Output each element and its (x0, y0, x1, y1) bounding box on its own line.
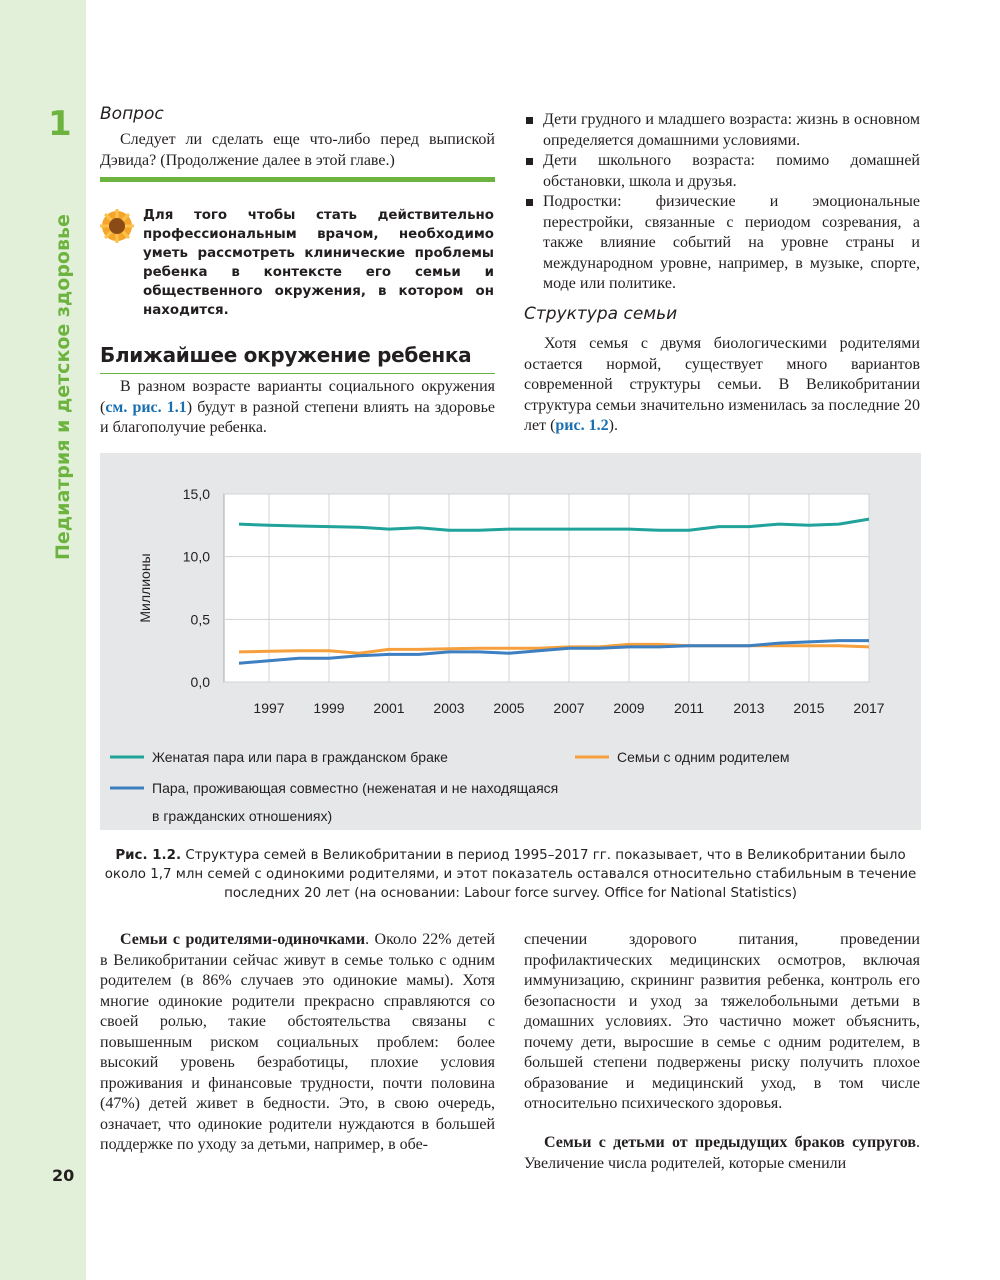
x-tick-label: 2011 (673, 700, 705, 716)
legend-married: Женатая пара или пара в гражданском браке (152, 749, 448, 765)
x-tick-label: 2003 (433, 700, 465, 716)
y-tick-label: 0,5 (190, 611, 210, 628)
legend-single-parent: Семьи с одним родителем (617, 749, 790, 765)
x-tick-label: 2007 (553, 700, 585, 716)
x-tick-label: 1999 (313, 700, 345, 716)
single-parents-paragraph (100, 930, 495, 1156)
figure-caption (100, 846, 921, 903)
chapter-sidebar (0, 0, 86, 1280)
list-item: Дети школьного возраста: помимо домашней обстановки, школа и друзья. (524, 151, 920, 192)
section-paragraph (100, 377, 495, 439)
question-heading: Вопрос (100, 104, 164, 124)
figure-link-1-2[interactable]: рис. 1.2 (555, 417, 609, 434)
y-axis-label: Миллионы (137, 553, 153, 623)
x-tick-label: 2001 (373, 700, 405, 716)
x-tick-label: 2013 (733, 700, 765, 716)
chapter-title: Педиатрия и детское здоровье (52, 214, 74, 560)
question-text: Следует ли сделать еще что-либо перед выпиской Дэвида? (Продолжение далее в этой главе.) (100, 131, 495, 169)
figure-link-1-1[interactable]: см. рис. 1.1 (105, 398, 187, 416)
list-item: Подростки: физические и эмоциональные перестройки, связанные с периодом созревания, а также влияние событий на уровне страны и международном уровне, например, в музыке, спорте, моде или политике. (524, 192, 920, 295)
heading-underline (100, 373, 495, 374)
remarriage-heading: Семьи с детьми от предыдущих браков супругов (544, 1134, 916, 1151)
family-structure-chart (100, 453, 921, 830)
family-text-a: Хотя семья с двумя биологическими родителями остается нормой, существует много вариантов современной структуры семьи. В Великобритании структура семьи значительно изменилась за последние 20 лет ( (524, 335, 920, 434)
tip-text: Для того чтобы стать действительно профессиональным врачом, необходимо уметь рассмотреть клинические проблемы ребенка в контексте его семьи и общественного окружения, в котором он находится. (143, 208, 494, 318)
page-number: 20 (52, 1166, 75, 1185)
section-text-a: В разном возрасте варианты социального окружения ( (100, 378, 495, 416)
y-tick-label: 15,0 (182, 486, 210, 502)
plot-area (224, 494, 869, 682)
x-tick-label: 2009 (613, 700, 645, 716)
x-tick-label: 2005 (493, 700, 525, 716)
y-tick-label: 0,0 (190, 674, 210, 690)
family-structure-heading: Структура семьи (524, 304, 678, 324)
remarriage-paragraph (524, 1133, 920, 1174)
section-text-b: ) будут в разной степени влиять на здоровье и благополучие ребенка. (100, 398, 495, 436)
sun-icon (100, 209, 134, 243)
chapter-number: 1 (48, 104, 72, 144)
x-tick-label: 2015 (793, 700, 825, 716)
legend-cohabiting-cont: в гражданских отношениях) (152, 808, 333, 824)
family-text-b: ). (608, 417, 618, 434)
single-parents-text: . Около 22% детей в Великобритании сейчас живут в семье только с одним родителем (в 86% случаев это одинокие мамы). Хотя многие одинокие родители прекрасно справляются со своей ролью, такие обстоятельства связаны с повышенным риском социальных проблем: более высокий уровень безработицы, плохие условия проживания и финансовые трудности, почти половина (47%) детей живет в бедности. Это, в свою очередь, означает, что одинокие родители нуждаются в большей поддержке по уходу за детьми, например, в обе- (100, 931, 496, 1153)
x-tick-label: 1997 (253, 700, 285, 716)
caption-lead: Рис. 1.2. (115, 848, 182, 863)
caption-text: Структура семей в Великобритании в период 1995–2017 гг. показывает, что в Великобритании было около 1,7 млн семей с одинокими родителями, и этот показатель оставался относительно стабильным в течение последних 20 лет (на основании: Labour force survey. Office for National Statistics) (104, 848, 917, 901)
x-tick-label: 2017 (853, 700, 885, 716)
right-bottom-paragraph: спечении здорового питания, проведении профилактических медицинских осмотров, включая иммунизацию, скрининг развития ребенка, контроль его безопасности и уход за тяжелобольными детьми в домашних условиях. Это частично может объяснить, почему дети, выросшие в семье с одним родителем, в большей степени подвержены риску получить плохое образование и медицинский уход, в том числе относительно психического здоровья. (524, 931, 920, 1112)
green-divider (100, 177, 495, 182)
single-parents-heading: Семьи с родителями-одиночками (120, 931, 366, 948)
age-bullet-list (524, 110, 920, 295)
y-tick-label: 10,0 (182, 548, 210, 565)
list-item: Дети грудного и младшего возраста: жизнь в основном определяется домашними условиями. (524, 110, 920, 151)
family-structure-paragraph (524, 334, 920, 437)
legend-cohabiting: Пара, проживающая совместно (неженатая и не находящаяся (152, 780, 559, 796)
remarriage-text: . Увеличение числа родителей, которые сменили (524, 1134, 920, 1172)
section-heading: Ближайшее окружение ребенка (100, 343, 472, 367)
